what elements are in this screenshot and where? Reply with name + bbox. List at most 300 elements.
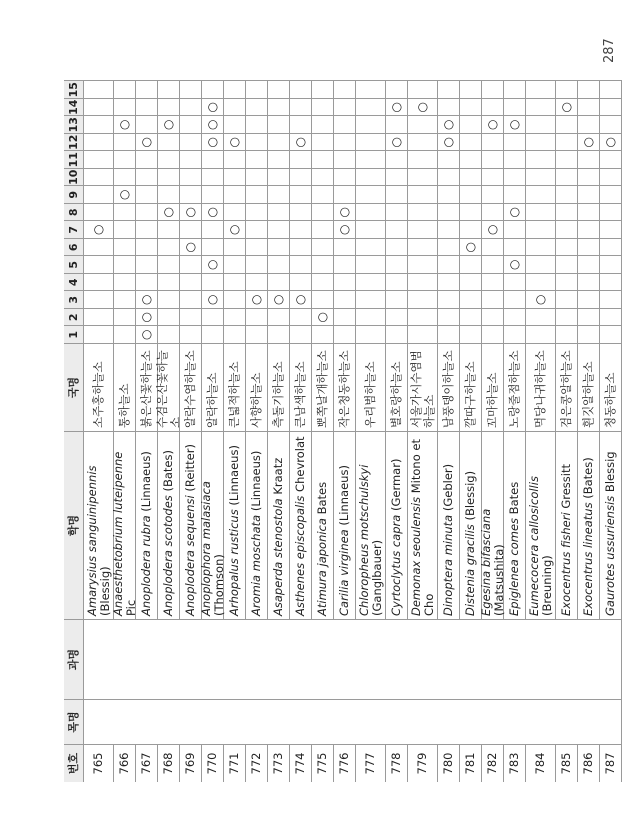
species-epithet: Carilia virginea (337, 529, 351, 616)
korean-name: 검은콩알하늘소 (556, 343, 578, 431)
empty-site-cell (114, 308, 136, 326)
empty-site-cell (180, 221, 202, 239)
empty-site-cell (600, 186, 622, 204)
scientific-name-text (464, 471, 477, 616)
empty-site-cell (312, 151, 334, 169)
occurrence-mark: ○ (114, 116, 136, 134)
occurrence-mark: ○ (334, 221, 356, 239)
empty-site-cell (158, 98, 180, 116)
species-epithet: Anoplodera scotodes (161, 495, 175, 616)
empty-site-cell (526, 116, 556, 134)
empty-site-cell (556, 256, 578, 274)
empty-site-cell (460, 308, 482, 326)
empty-site-cell (460, 98, 482, 116)
empty-site-cell (334, 151, 356, 169)
korean-name: 깔따구하늘소 (460, 343, 482, 431)
empty-site-cell (408, 116, 438, 134)
empty-site-cell (334, 326, 356, 344)
empty-site-cell (356, 221, 386, 239)
row-number: 768 (158, 744, 180, 782)
empty-site-cell (268, 81, 290, 99)
scientific-name (504, 431, 526, 619)
empty-site-cell (246, 168, 268, 186)
empty-site-cell (180, 326, 202, 344)
empty-site-cell (600, 168, 622, 186)
scientific-name (290, 431, 312, 619)
empty-site-cell (334, 186, 356, 204)
occurrence-mark: ○ (84, 221, 114, 239)
empty-site-cell (504, 326, 526, 344)
empty-site-cell (600, 326, 622, 344)
empty-site-cell (460, 186, 482, 204)
empty-site-cell (386, 308, 408, 326)
empty-site-cell (578, 151, 600, 169)
empty-site-cell (600, 238, 622, 256)
empty-site-cell (114, 221, 136, 239)
empty-site-cell (556, 116, 578, 134)
header-site-1: 1 (64, 326, 84, 344)
empty-site-cell (312, 168, 334, 186)
row-number: 774 (290, 744, 312, 782)
empty-site-cell (84, 326, 114, 344)
species-epithet: Distenia gracilis (463, 524, 477, 616)
scientific-name (198, 431, 226, 619)
scientific-name-text (184, 444, 197, 616)
empty-site-cell (180, 291, 202, 309)
empty-site-cell (114, 238, 136, 256)
species-epithet: Aromia moschata (249, 514, 263, 616)
species-author: (Ganglbauer) (369, 539, 384, 616)
occurrence-mark: ○ (158, 116, 180, 134)
empty-site-cell (84, 273, 114, 291)
row-number: 777 (356, 744, 386, 782)
empty-site-cell (246, 221, 268, 239)
row-number: 771 (224, 744, 246, 782)
empty-site-cell (290, 326, 312, 344)
scientific-name (84, 431, 114, 619)
species-author: (Bates) (581, 457, 595, 503)
scientific-name (110, 431, 138, 619)
empty-site-cell (114, 151, 136, 169)
empty-site-cell (290, 98, 312, 116)
empty-site-cell (312, 326, 334, 344)
species-author: (Reitter) (183, 444, 197, 496)
korean-name: 소주홍하늘소 (84, 343, 114, 431)
species-author: Mitono et Cho (408, 439, 436, 616)
empty-site-cell (556, 273, 578, 291)
species-author: (Linnaeus) (139, 451, 153, 516)
empty-site-cell (356, 238, 386, 256)
empty-site-cell (386, 291, 408, 309)
empty-site-cell (408, 186, 438, 204)
scientific-name (356, 431, 386, 619)
empty-site-cell (460, 326, 482, 344)
species-table (64, 81, 617, 782)
empty-site-cell (224, 238, 246, 256)
empty-site-cell (114, 291, 136, 309)
occurrence-mark: ○ (246, 291, 268, 309)
empty-site-cell (482, 238, 504, 256)
empty-site-cell (312, 203, 334, 221)
empty-site-cell (356, 151, 386, 169)
empty-site-cell (504, 98, 526, 116)
row-number: 784 (526, 744, 556, 782)
empty-site-cell (438, 186, 460, 204)
empty-site-cell (136, 273, 158, 291)
occurrence-mark: ○ (578, 133, 600, 151)
row-number: 779 (408, 744, 438, 782)
empty-site-cell (438, 326, 460, 344)
empty-site-cell (578, 168, 600, 186)
empty-site-cell (136, 221, 158, 239)
species-epithet: Amarysius sanguinipennis (84, 465, 99, 616)
empty-site-cell (114, 81, 136, 99)
empty-site-cell (158, 326, 180, 344)
empty-site-cell (408, 221, 438, 239)
korean-name: 흰깃알하늘소 (578, 343, 600, 431)
empty-site-cell (386, 168, 408, 186)
empty-site-cell (224, 151, 246, 169)
empty-site-cell (408, 81, 438, 99)
korean-name: 사향하늘소 (246, 343, 268, 431)
empty-site-cell (290, 151, 312, 169)
empty-site-cell (356, 168, 386, 186)
empty-site-cell (578, 291, 600, 309)
header-order: 목명 (64, 699, 84, 744)
empty-site-cell (556, 186, 578, 204)
empty-site-cell (386, 203, 408, 221)
occurrence-mark: ○ (224, 221, 246, 239)
species-epithet: Epiglenea comes (507, 517, 521, 616)
occurrence-mark: ○ (268, 291, 290, 309)
species-epithet: Anoplophora malasiaca (198, 481, 213, 616)
empty-site-cell (460, 133, 482, 151)
occurrence-mark: ○ (224, 133, 246, 151)
empty-site-cell (84, 291, 114, 309)
species-author: Blessig (603, 451, 617, 496)
empty-site-cell (438, 151, 460, 169)
empty-site-cell (482, 326, 504, 344)
empty-site-cell (600, 81, 622, 99)
korean-name: 큰남색하늘소 (290, 343, 312, 431)
empty-site-cell (356, 133, 386, 151)
header-site-4: 4 (64, 273, 84, 291)
empty-site-cell (180, 273, 202, 291)
empty-site-cell (578, 326, 600, 344)
row-number: 772 (246, 744, 268, 782)
scientific-name-text (582, 457, 595, 616)
empty-site-cell (438, 221, 460, 239)
species-epithet: Anoplodera sequensi (183, 495, 197, 616)
empty-site-cell (84, 98, 114, 116)
empty-site-cell (136, 256, 158, 274)
species-author: Kraatz (271, 457, 285, 499)
empty-site-cell (158, 273, 180, 291)
empty-site-cell (482, 256, 504, 274)
empty-site-cell (408, 203, 438, 221)
scientific-name-text (228, 445, 241, 616)
empty-site-cell (290, 81, 312, 99)
empty-site-cell (202, 273, 224, 291)
korean-name: 뽀쪽날개하늘소 (312, 343, 334, 431)
empty-site-cell (578, 98, 600, 116)
empty-site-cell (84, 116, 114, 134)
empty-site-cell (180, 151, 202, 169)
occurrence-mark: ○ (202, 256, 224, 274)
empty-site-cell (312, 81, 334, 99)
korean-name: 알락하늘소 (202, 343, 224, 431)
empty-site-cell (356, 81, 386, 99)
empty-site-cell (578, 273, 600, 291)
empty-site-cell (482, 273, 504, 291)
empty-site-cell (578, 81, 600, 99)
korean-name: 남풍뎅이하늘소 (438, 343, 460, 431)
occurrence-mark: ○ (136, 326, 158, 344)
row-number: 778 (386, 744, 408, 782)
empty-site-cell (114, 168, 136, 186)
empty-site-cell (268, 186, 290, 204)
species-author: (Matsushita) (491, 544, 506, 616)
empty-site-cell (526, 238, 556, 256)
header-site-10: 10 (64, 168, 84, 186)
empty-site-cell (84, 308, 114, 326)
empty-site-cell (158, 133, 180, 151)
scientific-name (246, 431, 268, 619)
empty-site-cell (578, 256, 600, 274)
row-number: 782 (482, 744, 504, 782)
occurrence-mark: ○ (290, 133, 312, 151)
header-kor: 국명 (64, 343, 84, 431)
empty-site-cell (224, 273, 246, 291)
empty-site-cell (334, 256, 356, 274)
occurrence-mark: ○ (202, 116, 224, 134)
empty-site-cell (482, 186, 504, 204)
empty-site-cell (578, 116, 600, 134)
row-number: 775 (312, 744, 334, 782)
empty-site-cell (356, 291, 386, 309)
species-author: Pic (123, 599, 138, 616)
occurrence-mark: ○ (158, 203, 180, 221)
empty-site-cell (438, 238, 460, 256)
korean-name: 먹당나귀하늘소 (526, 343, 556, 431)
scientific-name-text (294, 436, 307, 616)
scientific-name-text (508, 482, 521, 616)
empty-site-cell (84, 133, 114, 151)
empty-site-cell (578, 308, 600, 326)
empty-site-cell (268, 203, 290, 221)
scientific-name (600, 431, 622, 619)
empty-site-cell (268, 221, 290, 239)
occurrence-mark: ○ (180, 238, 202, 256)
empty-site-cell (114, 133, 136, 151)
empty-site-cell (180, 133, 202, 151)
occurrence-mark: ○ (180, 203, 202, 221)
empty-site-cell (158, 238, 180, 256)
empty-site-cell (386, 326, 408, 344)
korean-name: 우리범하늘소 (356, 343, 386, 431)
species-author: (Blessig) (97, 566, 112, 616)
species-author: (Linnaeus) (249, 450, 263, 515)
empty-site-cell (246, 273, 268, 291)
scientific-name-text (272, 458, 285, 616)
empty-site-cell (556, 133, 578, 151)
empty-site-cell (180, 81, 202, 99)
empty-site-cell (180, 116, 202, 134)
occurrence-mark: ○ (136, 133, 158, 151)
occurrence-mark: ○ (202, 133, 224, 151)
empty-site-cell (246, 98, 268, 116)
species-epithet: Arhopalus rusticus (227, 509, 241, 616)
empty-site-cell (504, 133, 526, 151)
empty-site-cell (438, 273, 460, 291)
empty-site-cell (290, 168, 312, 186)
empty-site-cell (526, 221, 556, 239)
occurrence-mark: ○ (202, 98, 224, 116)
scientific-name-text (480, 435, 506, 616)
empty-site-cell (202, 238, 224, 256)
header-site-2: 2 (64, 308, 84, 326)
species-author: Bates (507, 481, 521, 518)
korean-name: 작은청동하늘소 (334, 343, 356, 431)
header-site-15: 15 (64, 81, 84, 99)
empty-site-cell (600, 256, 622, 274)
korean-name: 수검은산꽃하늘소 (158, 343, 180, 431)
empty-site-cell (84, 256, 114, 274)
empty-site-cell (158, 168, 180, 186)
empty-site-cell (600, 273, 622, 291)
occurrence-mark: ○ (438, 116, 460, 134)
occurrence-mark: ○ (136, 291, 158, 309)
empty-site-cell (556, 151, 578, 169)
occurrence-mark: ○ (482, 116, 504, 134)
empty-site-cell (600, 291, 622, 309)
scientific-name (224, 431, 246, 619)
empty-site-cell (356, 116, 386, 134)
empty-site-cell (312, 186, 334, 204)
scientific-name (268, 431, 290, 619)
empty-site-cell (386, 238, 408, 256)
empty-site-cell (114, 273, 136, 291)
empty-site-cell (312, 256, 334, 274)
species-epithet: Demonax seoulensis (408, 496, 423, 616)
empty-site-cell (408, 326, 438, 344)
family-cell-merged (84, 619, 622, 699)
species-epithet: Anaesthetobrium luteipenne (110, 451, 125, 616)
empty-site-cell (578, 203, 600, 221)
row-number: 780 (438, 744, 460, 782)
species-author: (Blessig) (463, 470, 477, 525)
scientific-name (334, 431, 356, 619)
empty-site-cell (386, 221, 408, 239)
empty-site-cell (356, 186, 386, 204)
occurrence-mark: ○ (136, 308, 158, 326)
empty-site-cell (268, 116, 290, 134)
empty-site-cell (556, 168, 578, 186)
occurrence-mark: ○ (526, 291, 556, 309)
empty-site-cell (556, 81, 578, 99)
empty-site-cell (578, 221, 600, 239)
occurrence-mark: ○ (504, 116, 526, 134)
empty-site-cell (438, 308, 460, 326)
empty-site-cell (504, 221, 526, 239)
occurrence-mark: ○ (386, 98, 408, 116)
empty-site-cell (460, 151, 482, 169)
species-epithet: Egesina bifasciana (478, 508, 493, 616)
header-family: 과명 (64, 619, 84, 699)
scientific-name-text (338, 465, 351, 616)
scientific-name (158, 431, 180, 619)
empty-site-cell (334, 273, 356, 291)
empty-site-cell (180, 98, 202, 116)
scientific-name-text (200, 435, 226, 616)
empty-site-cell (224, 256, 246, 274)
empty-site-cell (246, 238, 268, 256)
empty-site-cell (268, 98, 290, 116)
empty-site-cell (180, 168, 202, 186)
empty-site-cell (114, 256, 136, 274)
empty-site-cell (334, 116, 356, 134)
scientific-name-text (140, 451, 153, 616)
empty-site-cell (482, 203, 504, 221)
empty-site-cell (526, 203, 556, 221)
empty-site-cell (526, 256, 556, 274)
empty-site-cell (460, 203, 482, 221)
scientific-name-text (112, 435, 138, 616)
empty-site-cell (438, 291, 460, 309)
empty-site-cell (526, 308, 556, 326)
empty-site-cell (504, 81, 526, 99)
empty-site-cell (180, 256, 202, 274)
empty-site-cell (290, 308, 312, 326)
korean-name: 서울가시수염범하늘소 (408, 343, 438, 431)
empty-site-cell (158, 308, 180, 326)
empty-site-cell (246, 203, 268, 221)
empty-site-cell (84, 203, 114, 221)
occurrence-mark: ○ (504, 256, 526, 274)
empty-site-cell (158, 186, 180, 204)
empty-site-cell (504, 238, 526, 256)
species-epithet: Gaurotes ussuriensis (603, 495, 617, 616)
empty-site-cell (438, 168, 460, 186)
occurrence-mark: ○ (386, 133, 408, 151)
species-author: Bates (315, 481, 329, 519)
empty-site-cell (482, 133, 504, 151)
empty-site-cell (180, 308, 202, 326)
empty-site-cell (460, 81, 482, 99)
header-site-14: 14 (64, 98, 84, 116)
empty-site-cell (114, 98, 136, 116)
empty-site-cell (268, 273, 290, 291)
korean-name: 큰넓적하늘소 (224, 343, 246, 431)
species-epithet: Asaperda stenostola (271, 498, 285, 616)
species-author: (Linnaeus) (227, 445, 241, 510)
empty-site-cell (578, 186, 600, 204)
empty-site-cell (334, 168, 356, 186)
occurrence-mark: ○ (312, 308, 334, 326)
empty-site-cell (356, 203, 386, 221)
order-cell-merged (84, 699, 622, 744)
empty-site-cell (600, 203, 622, 221)
row-number: 765 (84, 744, 114, 782)
species-author: (Linnaeus) (337, 465, 351, 530)
empty-site-cell (224, 326, 246, 344)
empty-site-cell (202, 308, 224, 326)
header-no: 번호 (64, 744, 84, 782)
empty-site-cell (504, 168, 526, 186)
occurrence-mark: ○ (556, 98, 578, 116)
empty-site-cell (224, 81, 246, 99)
empty-site-cell (408, 273, 438, 291)
